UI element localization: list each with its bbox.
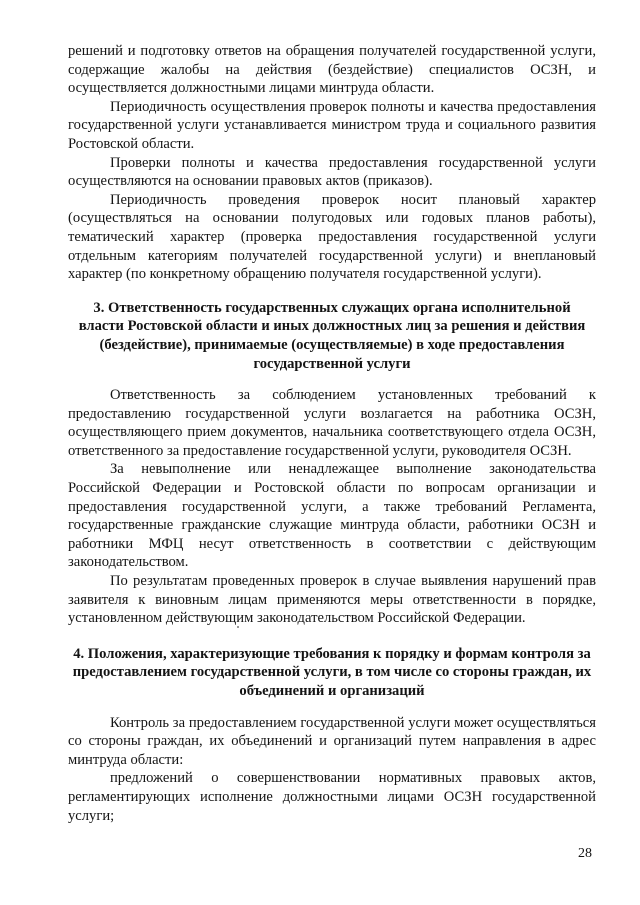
section-4-heading: 4. Положения, характеризующие требования к порядку и формам контроля за предоставлением государственной услуги, в том числе со стороны граждан, их объединений и организаций — [72, 645, 592, 699]
section-3-paragraph-violations: За невыполнение или ненадлежащее выполнение законодательства Российской Федерации и Ростовской области по вопросам организации и предоставления государственной услуги, а также требований Регламента, государственные гражданские служащие минтруда области, работники ОСЗН и работники МФЦ несут ответственность в соответствии с действующим законодательством. — [68, 461, 596, 571]
section-3-paragraph-responsibility: Ответственность за соблюдением установленных требований к предоставлению государственной услуги возлагается на работника ОСЗН, осуществляющего прием документов, начальника соответствующего отдела ОСЗН, ответственного за предоставление государственной услуги, руководителя ОСЗН. — [68, 387, 596, 459]
intro-paragraph-legal-acts: Проверки полноты и качества предоставления государственной услуги осуществляются на основании правовых актов (приказов). — [68, 154, 596, 190]
intro-paragraph-inspection-types: Периодичность проведения проверок носит плановый характер (осуществляться на основании полугодовых или годовых планов работы), тематический характер (проверка предоставления государственной услуги отдельным категориям получателей государственной услуги) и внеплановый характер (по конкретному обращению получателя государственной услуги). — [68, 191, 596, 283]
intro-paragraph-continuation: решений и подготовку ответов на обращения получателей государственной услуги, содержащие жалобы на действия (бездействие) специалистов ОСЗН, и осуществляется должностными лицами минтруда области. — [68, 43, 596, 97]
scan-speck — [237, 626, 239, 628]
section-3-paragraph-measures: По результатам проведенных проверок в случае выявления нарушений прав заявителя к виновным лицам применяются меры ответственности в порядке, установленном действующим законодательством Российской Федерации. — [68, 573, 596, 627]
page-number: 28 — [578, 846, 592, 861]
intro-paragraph-periodicity-minister: Периодичность осуществления проверок полноты и качества предоставления государственной услуги устанавливается министром труда и социального развития Ростовской области. — [68, 98, 596, 152]
section-4-paragraph-control: Контроль за предоставлением государственной услуги может осуществляться со стороны граждан, их объединений и организаций путем направления в адрес минтруда области: — [68, 714, 596, 768]
section-3-heading: 3. Ответственность государственных служащих органа исполнительной власти Ростовской области и иных должностных лиц за решения и действия (бездействие), принимаемые (осуществляемые) в ходе предоставления государственной услуги — [78, 299, 586, 372]
section-4-paragraph-proposals: предложений о совершенствовании нормативных правовых актов, регламентирующих исполнение должностными лицами ОСЗН государственной услуги; — [68, 770, 596, 824]
